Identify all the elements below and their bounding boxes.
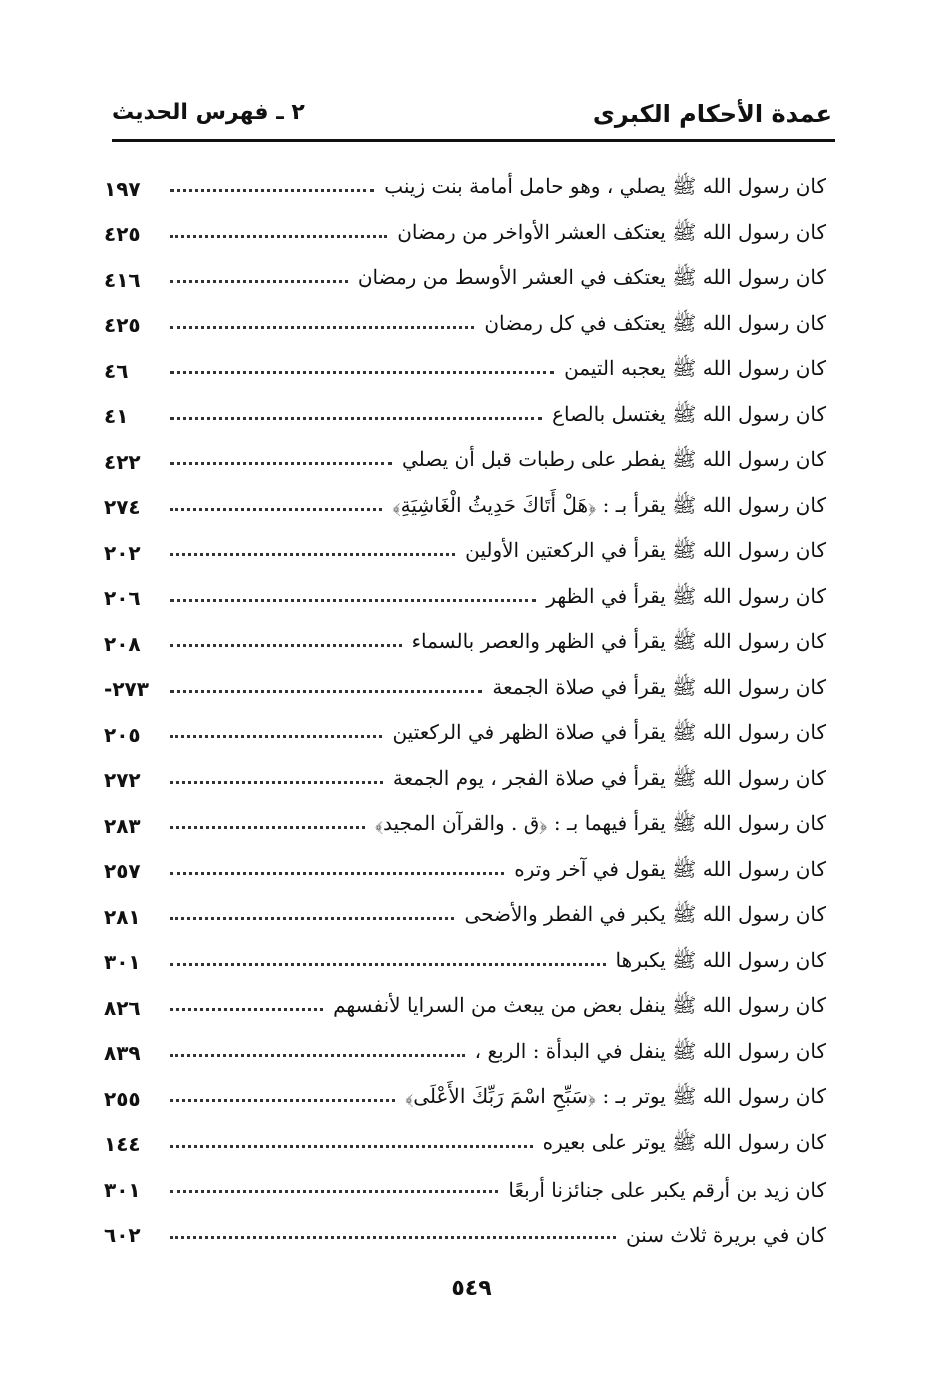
leader-dots: [170, 1046, 465, 1057]
leader-dots: [170, 1228, 616, 1239]
leader-dots: [170, 500, 382, 511]
leader-dots: [170, 909, 454, 920]
entry-text: كان رسول الله ﷺ يقول في آخر وتره: [514, 856, 826, 881]
leader-dots: [170, 318, 474, 329]
hadith-index-list: [104, 166, 826, 1258]
entry-page-number: ٢٠٢: [104, 540, 141, 565]
entry-text: كان رسول الله ﷺ يصلي ، وهو حامل أمامة بنت زينب: [384, 174, 826, 199]
index-entry: [104, 712, 826, 758]
entry-page-number: ٨٣٩: [104, 1041, 141, 1066]
entry-text: كان رسول الله ﷺ يعتكف في العشر الأوسط من رمضان: [357, 265, 826, 290]
entry-page-number: ٣٠١: [104, 950, 141, 975]
entry-text: كان رسول الله ﷺ يقرأ في الظهر والعصر بالسماء: [411, 629, 826, 654]
leader-dots: [170, 181, 374, 192]
entry-page-number: ١٤٤: [104, 1132, 141, 1157]
index-entry: [104, 166, 826, 212]
index-entry: [104, 530, 826, 576]
index-entry: [104, 667, 826, 713]
leader-dots: [170, 1091, 395, 1102]
index-entry: [104, 1122, 826, 1168]
entry-text: كان زيد بن أرقم يكبر على جنائزنا أربعًا: [508, 1177, 826, 1202]
index-entry: [104, 439, 826, 485]
index-entry: [104, 1076, 826, 1122]
leader-dots: [170, 955, 606, 966]
entry-text: كان رسول الله ﷺ يغتسل بالصاع: [552, 401, 826, 426]
book-title: عمدة الأحكام الكبرى: [592, 100, 832, 128]
leader-dots: [170, 409, 542, 420]
entry-text: كان رسول الله ﷺ ينفل في البدأة : الربع ،: [474, 1038, 826, 1063]
index-entry: [104, 348, 826, 394]
entry-page-number: ٦٠٢: [104, 1223, 141, 1248]
index-entry: [104, 485, 826, 531]
entry-page-number: ٢٠٥: [104, 722, 141, 747]
index-entry: [104, 576, 826, 622]
entry-text: كان رسول الله ﷺ يقرأ في صلاة الفجر ، يوم الجمعة: [392, 765, 826, 790]
entry-page-number: ٢٨٣: [104, 813, 141, 838]
entry-page-number: ٤٦: [104, 358, 129, 383]
entry-page-number: ٨٢٦: [104, 995, 141, 1020]
leader-dots: [170, 227, 387, 238]
index-entry: [104, 621, 826, 667]
entry-text: كان رسول الله ﷺ يعجبه التيمن: [564, 356, 826, 381]
entry-page-number: ١٩٧: [104, 176, 141, 201]
leader-dots: [170, 272, 348, 283]
entry-text: كان رسول الله ﷺ ينفل بعض من يبعث من السرايا لأنفسهم: [333, 993, 826, 1018]
entry-text: كان رسول الله ﷺ يقرأ في صلاة الجمعة: [492, 674, 826, 699]
entry-page-number: ٤٢٥: [104, 313, 141, 338]
index-entry: [104, 894, 826, 940]
index-entry: [104, 758, 826, 804]
index-entry: [104, 1167, 826, 1213]
entry-text: كان رسول الله ﷺ يوتر على بعيره: [542, 1129, 826, 1154]
leader-dots: [170, 591, 536, 602]
leader-dots: [170, 454, 392, 465]
running-header: [112, 96, 832, 136]
leader-dots: [170, 1137, 533, 1148]
index-entry: [104, 985, 826, 1031]
entry-text: كان رسول الله ﷺ يقرأ في صلاة الظهر في الركعتين: [392, 720, 826, 745]
page-number: ٥٤٩: [451, 1276, 492, 1301]
index-entry: [104, 1213, 826, 1259]
leader-dots: [170, 636, 402, 647]
section-title: ٢ ـ فهرس الحديث: [112, 100, 305, 125]
entry-text: كان رسول الله ﷺ يعتكف العشر الأواخر من رمضان: [397, 219, 826, 244]
entry-page-number: ٢٥٥: [104, 1086, 141, 1111]
leader-dots: [170, 773, 383, 784]
entry-text: كان رسول الله ﷺ يكبرها: [615, 947, 826, 972]
entry-page-number: ٢٨١: [104, 904, 141, 929]
entry-text: كان رسول الله ﷺ يقرأ بـ : ﴿هَلْ أَتَاكَ حَدِيثُ الْغَاشِيَةِ﴾: [392, 492, 826, 517]
entry-page-number: ٢٧٤: [104, 495, 141, 520]
index-entry: [104, 849, 826, 895]
leader-dots: [170, 864, 504, 875]
index-entry: [104, 803, 826, 849]
entry-text: كان رسول الله ﷺ يوتر بـ : ﴿سَبِّحِ اسْمَ رَبِّكَ الأَعْلَى﴾: [404, 1084, 826, 1109]
entry-page-number: ٤١٦: [104, 267, 141, 292]
entry-text: كان رسول الله ﷺ يعتكف في كل رمضان: [484, 310, 826, 335]
leader-dots: [170, 727, 382, 738]
leader-dots: [170, 1182, 498, 1193]
leader-dots: [170, 363, 554, 374]
index-entry: [104, 940, 826, 986]
entry-page-number: ٢٧٣-: [104, 677, 149, 702]
entry-page-number: ٤٢٥: [104, 222, 141, 247]
header-rule: [112, 139, 835, 142]
entry-text: كان رسول الله ﷺ يكبر في الفطر والأضحى: [464, 902, 826, 927]
entry-text: كان رسول الله ﷺ يقرأ في الظهر: [546, 583, 826, 608]
entry-text: كان رسول الله ﷺ يقرأ فيهما بـ : ﴿ق . والقرآن المجيد﴾: [374, 811, 826, 836]
entry-page-number: ٢٠٦: [104, 586, 141, 611]
entry-page-number: ٤١: [104, 404, 129, 429]
entry-text: كان رسول الله ﷺ يفطر على رطبات قبل أن يصلي: [401, 447, 826, 472]
leader-dots: [170, 818, 365, 829]
entry-page-number: ٢٧٢: [104, 768, 141, 793]
leader-dots: [170, 545, 455, 556]
index-entry: [104, 303, 826, 349]
index-entry: [104, 257, 826, 303]
entry-page-number: ٢٠٨: [104, 631, 141, 656]
entry-page-number: ٢٥٧: [104, 859, 141, 884]
index-entry: [104, 394, 826, 440]
entry-page-number: ٣٠١: [104, 1177, 141, 1202]
leader-dots: [170, 1000, 323, 1011]
leader-dots: [170, 682, 482, 693]
entry-text: كان في بريرة ثلاث سنن: [626, 1223, 826, 1248]
index-entry: [104, 212, 826, 258]
entry-page-number: ٤٢٢: [104, 449, 141, 474]
entry-text: كان رسول الله ﷺ يقرأ في الركعتين الأولين: [465, 538, 826, 563]
index-entry: [104, 1031, 826, 1077]
